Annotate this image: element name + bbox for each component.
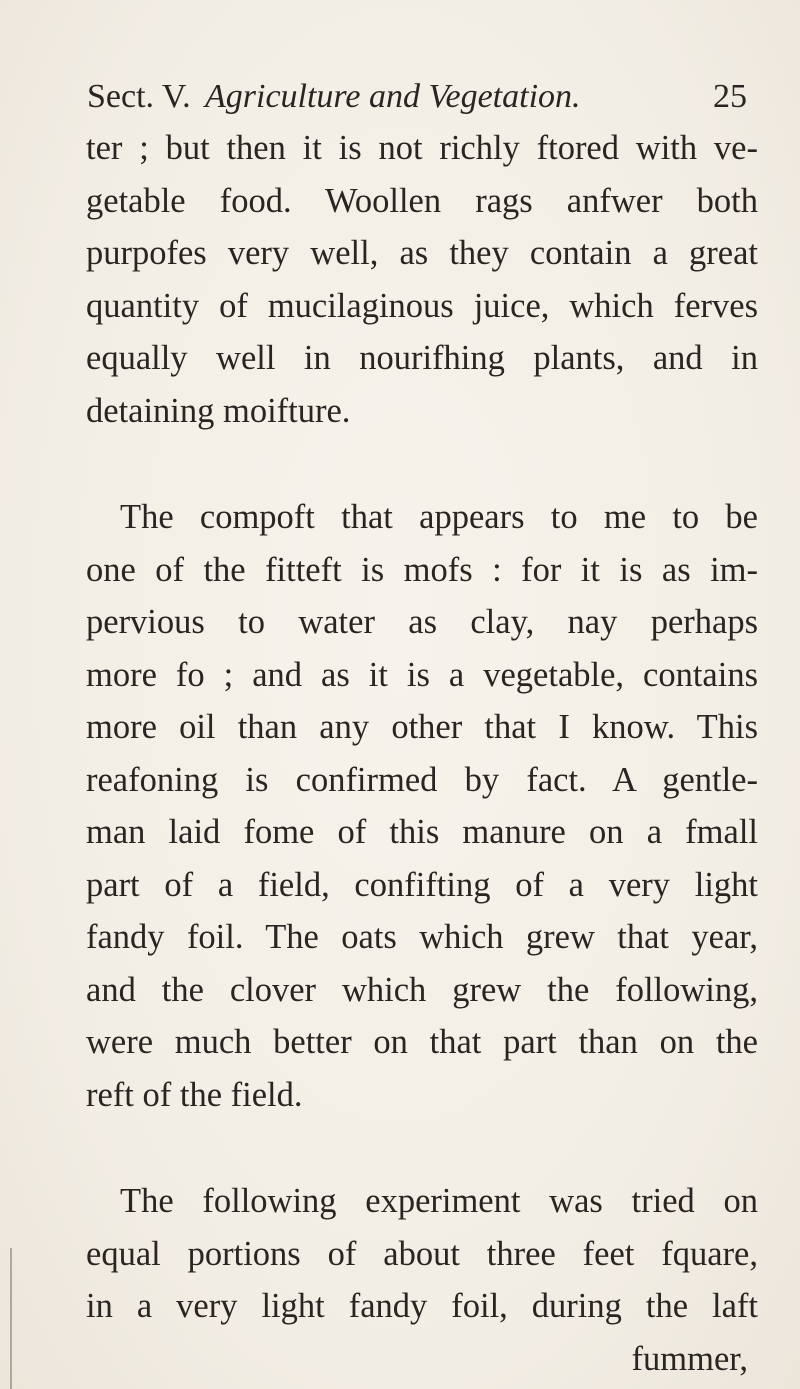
text-line: The compoft that appears to me to be [120, 498, 758, 536]
text-line: The following experiment was tried on [120, 1182, 758, 1220]
text-line: part of a field, confifting of a very light [86, 865, 758, 904]
text-line: man laid fome of this manure on a fmall [86, 813, 758, 851]
body-text [86, 122, 758, 1385]
text-line: quantity of mucilaginous juice, which ferves [86, 286, 758, 325]
running-header [87, 78, 747, 118]
text-line: pervious to water as clay, nay perhaps [86, 603, 758, 641]
paragraph-gap [86, 1121, 758, 1175]
text-line: equally well in nourifhing plants, and in [86, 339, 758, 377]
text-line: reafoning is confirmed by fact. A gentle- [86, 760, 758, 799]
text-line: more fo ; and as it is a vegetable, contains [86, 655, 758, 694]
text-line: in a very light fandy foil, during the laft [86, 1287, 758, 1325]
paragraph-gap [86, 437, 758, 491]
text-line: more oil than any other that I know. This [86, 708, 758, 746]
section-label: Sect. V. [87, 78, 191, 115]
page-number: 25 [713, 78, 747, 115]
paragraph-2 [86, 491, 758, 1121]
text-line: and the clover which grew the following, [86, 970, 758, 1009]
text-line: ter ; but then it is not richly ftored with ve- [86, 129, 758, 167]
text-line: fandy foil. The oats which grew that year, [86, 918, 758, 956]
gutter-shadow [10, 1248, 12, 1389]
text-line: were much better on that part than on the [86, 1023, 758, 1061]
running-title: Agriculture and Vegetation. [205, 78, 581, 115]
text-line: detaining moifture. [86, 391, 351, 430]
catchword: fummer, [631, 1339, 748, 1378]
text-line: equal portions of about three feet fquare, [86, 1234, 758, 1273]
text-line: purpofes very well, as they contain a great [86, 234, 758, 272]
text-line: reft of the field. [86, 1075, 303, 1114]
text-line: one of the fitteft is mofs : for it is as im- [86, 550, 758, 589]
paragraph-1 [86, 122, 758, 437]
paragraph-3 [86, 1175, 758, 1385]
text-line: getable food. Woollen rags anfwer both [86, 181, 758, 220]
